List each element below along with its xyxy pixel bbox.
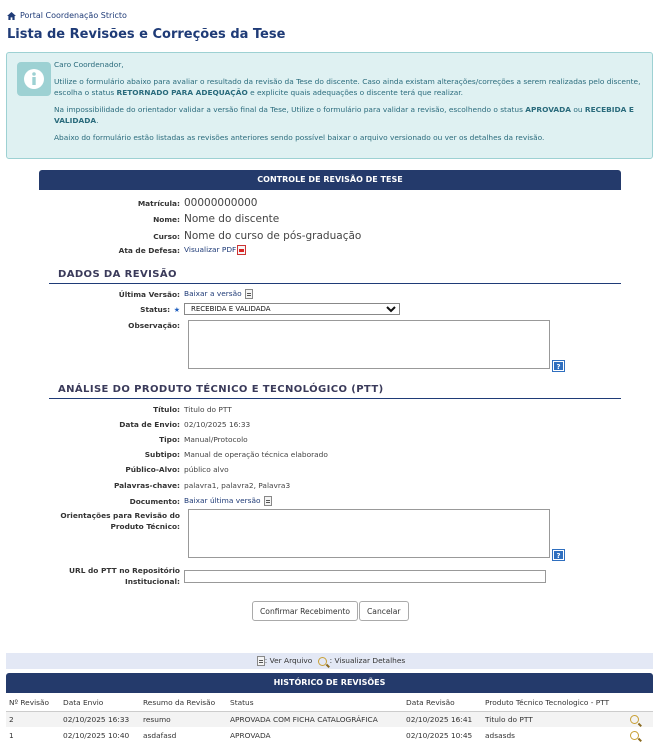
info-icon <box>17 62 51 96</box>
ptt-palavras-row <box>39 481 621 490</box>
col-num-revisao: Nº Revisão <box>6 694 60 711</box>
table-row <box>6 711 653 727</box>
info-paragraph-3: Abaixo do formulário estão listadas as revisões anteriores sendo possível baixar o arquivo versionado ou ver os detalhes da revisão. <box>54 133 545 142</box>
help-icon[interactable]: ? <box>553 361 564 371</box>
col-resumo: Resumo da Revisão <box>140 694 227 711</box>
view-details-cell[interactable] <box>627 711 653 727</box>
matricula-value: 00000000000 <box>184 197 258 209</box>
status-row <box>39 303 621 315</box>
col-actions <box>627 694 653 711</box>
magnifier-icon[interactable] <box>630 731 639 740</box>
cell-resumo: asdafasd <box>143 730 177 740</box>
ptt-subtipo-label: Subtipo: <box>144 450 180 459</box>
status-select[interactable] <box>184 303 400 315</box>
info-box <box>6 52 653 159</box>
ultima-versao-row <box>39 289 621 299</box>
nome-row <box>39 213 621 225</box>
view-details-cell[interactable] <box>627 727 653 743</box>
ptt-tipo-row <box>39 435 621 444</box>
ptt-orientacoes-label: Orientações para Revisão do Produto Técnico: <box>60 511 180 531</box>
cell-ptt: adsasds <box>485 730 515 740</box>
legend-ver-detalhes: : Visualizar Detalhes <box>329 656 406 665</box>
help-icon[interactable]: ? <box>553 550 564 560</box>
matricula-label: Matrícula: <box>137 198 180 208</box>
confirm-receipt-button[interactable]: Confirmar Recebimento <box>252 601 358 621</box>
observacao-textarea[interactable] <box>188 320 550 369</box>
magnifier-icon[interactable] <box>630 715 639 724</box>
matricula-row <box>39 197 621 209</box>
icon-legend <box>6 653 653 669</box>
ptt-publico-row <box>39 465 621 474</box>
status-label: Status: ★ <box>140 304 180 314</box>
ptt-url-row <box>39 565 621 587</box>
section-dados-revisao: DADOS DA REVISÃO <box>49 269 621 284</box>
download-ptt-link[interactable]: Baixar última versão <box>184 496 261 505</box>
magnifier-icon <box>318 657 327 666</box>
home-icon <box>7 12 16 20</box>
col-status: Status <box>227 694 403 711</box>
file-icon[interactable] <box>264 496 272 506</box>
ptt-tipo-value: Manual/Protocolo <box>184 435 248 444</box>
orientacoes-textarea[interactable] <box>188 509 550 558</box>
col-data-envio: Data Envio <box>60 694 140 711</box>
ptt-palavras-value: palavra1, palavra2, Palavra3 <box>184 481 291 490</box>
curso-value: Nome do curso de pós-graduação <box>184 230 362 242</box>
history-header-row <box>6 694 653 711</box>
cell-num: 2 <box>6 711 60 727</box>
nome-value: Nome do discente <box>184 213 280 225</box>
revision-control-panel <box>39 170 621 628</box>
ptt-publico-label: Público-Alvo: <box>125 465 180 474</box>
col-ptt: Produto Técnico Tecnologico - PTT <box>482 694 627 711</box>
info-paragraph-1: Utilize o formulário abaixo para avaliar o resultado da revisão da Tese do discente. Caso ainda existam alterações/correções a serem realizadas pelo discente, escolha o status RETORNADO PARA ADEQUAÇÃO e explicite quais adequações o discente terá que realizar. <box>54 77 641 97</box>
legend-ver-arquivo: : Ver Arquivo <box>264 656 313 665</box>
nome-label: Nome: <box>153 214 180 224</box>
panel-title: CONTROLE DE REVISÃO DE TESE <box>39 170 621 190</box>
curso-row <box>39 230 621 242</box>
page-title: Lista de Revisões e Correções da Tese <box>7 27 286 42</box>
cancel-button[interactable]: Cancelar <box>359 601 409 621</box>
required-star-icon: ★ <box>173 305 180 314</box>
curso-label: Curso: <box>153 231 180 241</box>
section-ptt: ANÁLISE DO PRODUTO TÉCNICO E TECNOLÓGICO (PTT) <box>49 384 621 399</box>
cell-data-revisao: 02/10/2025 16:41 <box>403 711 482 727</box>
ptt-envio-value: 02/10/2025 16:33 <box>184 420 251 429</box>
ata-pdf-link[interactable]: Visualizar PDF <box>184 245 237 254</box>
cell-status: APROVADA <box>230 730 271 740</box>
file-icon[interactable] <box>245 289 253 299</box>
info-text <box>54 59 646 149</box>
cell-data-envio: 02/10/2025 10:40 <box>63 730 130 740</box>
ptt-subtipo-value: Manual de operação técnica elaborado <box>184 450 328 459</box>
ptt-titulo-row <box>39 405 621 414</box>
cell-ptt: Titulo do PTT <box>482 711 627 727</box>
ata-row <box>39 245 621 255</box>
observacao-label: Observação: <box>128 321 180 330</box>
table-row <box>6 727 653 743</box>
file-icon <box>257 656 265 666</box>
ultima-versao-label: Última Versão: <box>118 289 180 299</box>
ptt-titulo-value: Titulo do PTT <box>184 405 232 414</box>
cell-data-envio: 02/10/2025 16:33 <box>60 711 140 727</box>
ata-label: Ata de Defesa: <box>118 245 180 255</box>
ptt-url-label: URL do PTT no Repositório Institucional: <box>69 566 180 586</box>
cell-status: APROVADA COM FICHA CATALOGRÁFICA <box>227 711 403 727</box>
history-table <box>6 694 653 743</box>
ptt-documento-row <box>39 496 621 506</box>
ptt-subtipo-row <box>39 450 621 459</box>
ptt-documento-label: Documento: <box>129 496 180 506</box>
download-version-link[interactable]: Baixar a versão <box>184 289 242 298</box>
ptt-envio-label: Data de Envio: <box>119 420 180 429</box>
cell-data-revisao: 02/10/2025 10:45 <box>406 730 473 740</box>
col-data-revisao: Data Revisão <box>403 694 482 711</box>
cell-num: 1 <box>9 730 14 740</box>
info-paragraph-2: Na impossibilidade do orientador validar a versão final da Tese, Utilize o formulário para validar a revisão, escolhendo o status APROVADA ou RECEBIDA E VALIDADA. <box>54 105 634 125</box>
history-title: HISTÓRICO DE REVISÕES <box>6 673 653 693</box>
ptt-palavras-label: Palavras-chave: <box>113 481 180 490</box>
breadcrumb[interactable] <box>7 11 127 20</box>
ptt-url-input[interactable] <box>184 570 546 583</box>
ptt-publico-value: público alvo <box>184 465 229 474</box>
info-greeting: Caro Coordenador, <box>54 60 124 69</box>
pdf-icon[interactable] <box>237 245 246 255</box>
ptt-titulo-label: Título: <box>153 405 180 414</box>
ptt-envio-row <box>39 420 621 429</box>
breadcrumb-link[interactable]: Portal Coordenação Stricto <box>20 11 127 20</box>
cell-resumo: resumo <box>140 711 227 727</box>
ptt-tipo-label: Tipo: <box>159 435 180 444</box>
